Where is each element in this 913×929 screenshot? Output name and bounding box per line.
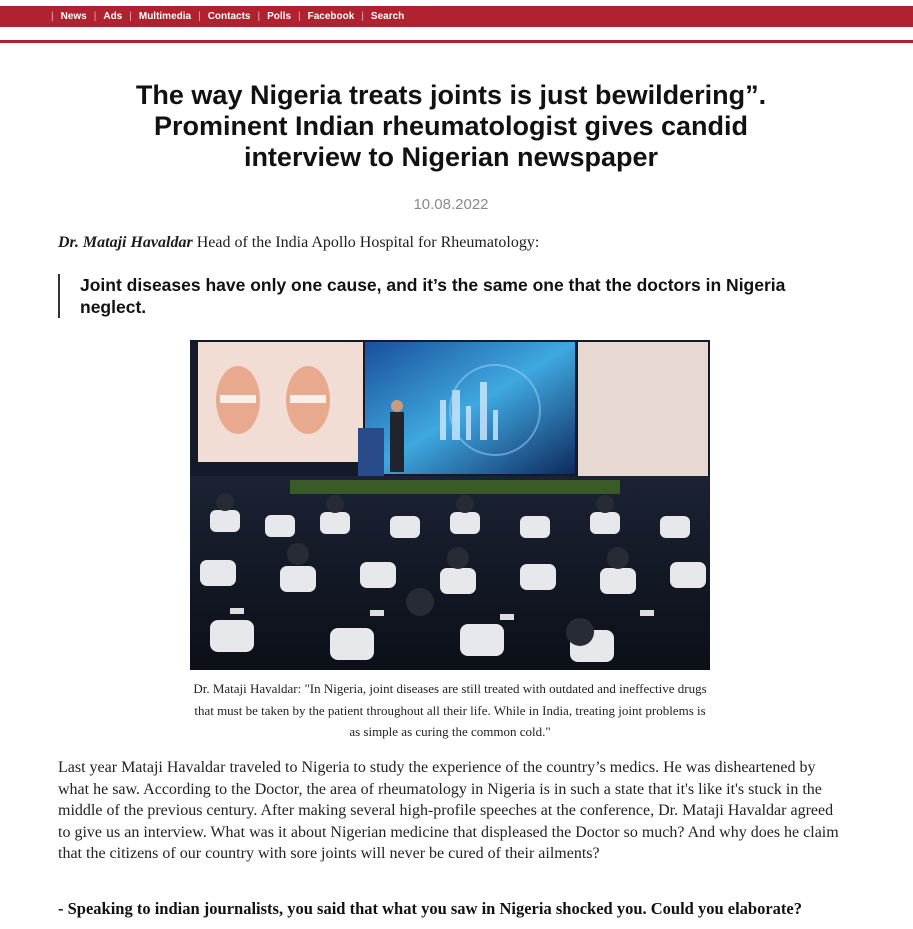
article-lead [58, 234, 539, 252]
header-divider [0, 40, 913, 43]
nav-separator: | [198, 11, 201, 22]
nav-separator: | [129, 11, 132, 22]
top-nav-bar [0, 6, 913, 27]
nav-separator: | [51, 11, 54, 22]
nav-facebook[interactable]: Facebook [307, 11, 355, 22]
nav-separator: | [93, 11, 97, 22]
pull-quote: Joint diseases have only one cause, and it’s the same one that the doctors in Nigeria neglect. [58, 274, 818, 318]
nav-separator: | [257, 11, 261, 22]
nav-ads[interactable]: Ads [103, 11, 123, 22]
photo-caption: Dr. Mataji Havaldar: "In Nigeria, joint diseases are still treated with outdated and ineffective drugs that must be taken by the patient throughout all their life. While in India, treating joint problems is as simple as curing the common cold." [193, 681, 707, 739]
nav-separator: | [361, 11, 364, 22]
nav-contacts[interactable]: Contacts [207, 11, 251, 22]
nav-multimedia[interactable]: Multimedia [138, 11, 192, 22]
conference-photo-illustration [190, 340, 710, 670]
author-name: Dr. Mataji Havaldar [58, 234, 193, 251]
article-title: The way Nigeria treats joints is just bewildering”. Prominent Indian rheumatologist gives candid interview to Nigerian newspaper [135, 80, 767, 172]
article-paragraph: Last year Mataji Havaldar traveled to Nigeria to study the experience of the country’s medics. He was disheartened by what he saw. According to the Doctor, the area of rheumatology in Nigeria is in such a state that it's like it's stuck in the middle of the previous century. After making several high-profile speeches at the conference, Dr. Mataji Havaldar agreed to give us an interview. What was it about Nigerian medicine that displeased the Doctor so much? And why does he claim that the citizens of our country with sore joints will never be cured of their ailments? [58, 759, 839, 862]
nav-news[interactable]: News [60, 11, 87, 22]
interview-question: - Speaking to indian journalists, you said that what you saw in Nigeria shocked you. Could you elaborate? [58, 899, 802, 918]
conference-photo [190, 340, 710, 670]
article-date: 10.08.2022 [413, 196, 489, 213]
author-role: Head of the India Apollo Hospital for Rheumatology: [192, 234, 540, 251]
nav-separator: | [298, 11, 301, 22]
nav-search[interactable]: Search [370, 11, 405, 22]
nav-polls[interactable]: Polls [267, 11, 292, 22]
